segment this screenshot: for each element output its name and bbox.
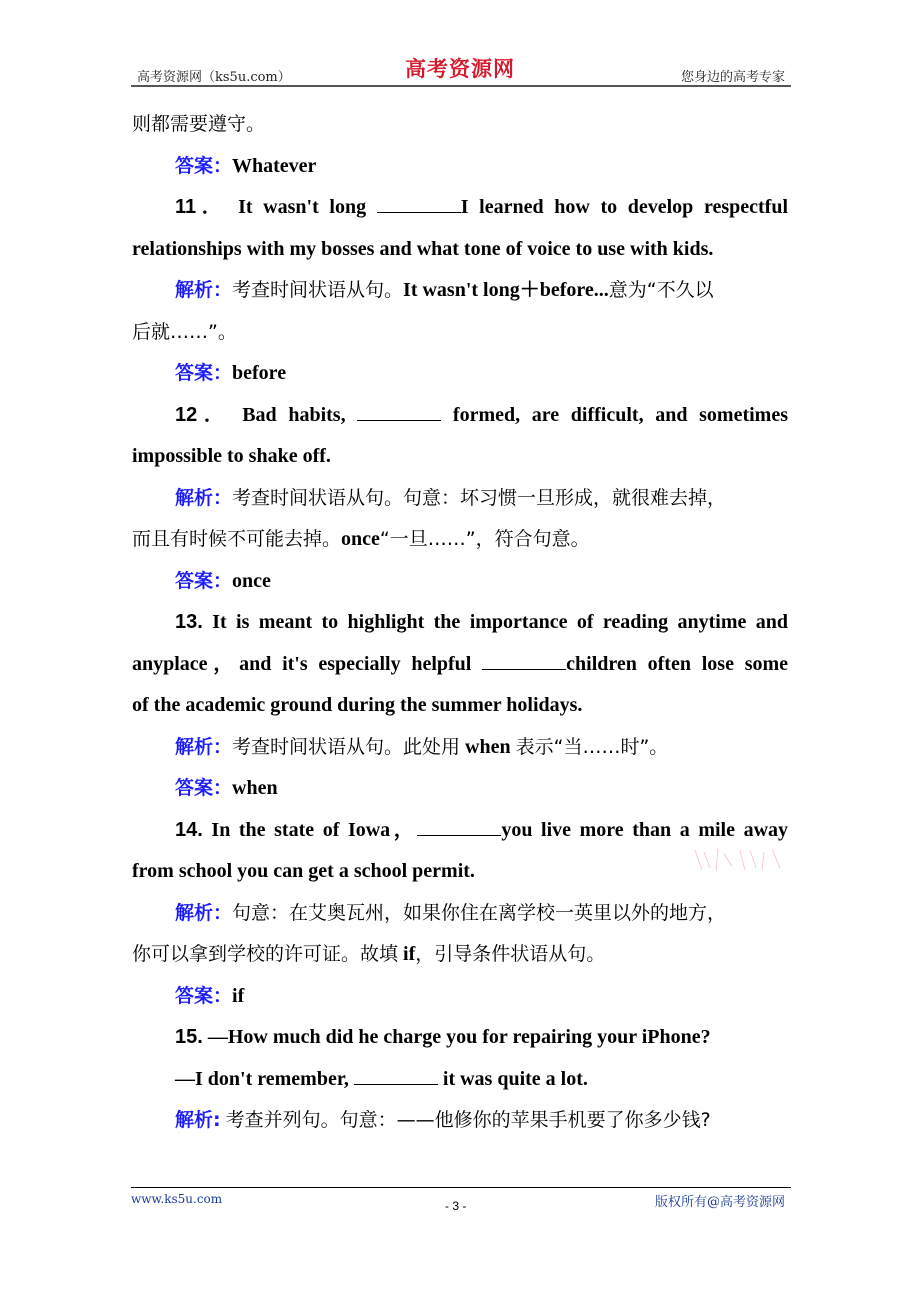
answer-label: 答案： bbox=[175, 984, 233, 1007]
footer-divider bbox=[131, 1187, 791, 1188]
document-body bbox=[132, 104, 788, 1142]
question-11-cont: relationships with my bosses and what tone of voice to use with kids. bbox=[132, 237, 714, 260]
question-12-cont: impossible to shake off. bbox=[132, 445, 331, 467]
analysis-label: 解析： bbox=[175, 279, 233, 301]
question-14-cont: from school you can get a school permit. bbox=[132, 860, 475, 882]
answer-label: 答案： bbox=[175, 362, 233, 384]
analysis-11: 解析：考查时间状语从句。It wasn't long＋before...意为“不久以 bbox=[175, 279, 714, 301]
answer-blank bbox=[417, 817, 501, 836]
question-14: 14. In the state of Iowa， you live more than a mile away bbox=[175, 818, 789, 841]
question-11: 11． It wasn't long I learned how to develop respectful bbox=[175, 196, 789, 218]
answer-14: 答案：if bbox=[175, 984, 245, 1007]
analysis-11-cont: 后就……”。 bbox=[132, 320, 237, 343]
answer-label: 答案： bbox=[175, 569, 233, 592]
footer-copyright: 版权所有@高考资源网 bbox=[654, 1195, 785, 1210]
answer-12: 答案：once bbox=[175, 569, 271, 592]
analysis-15: 解析: 考查并列句。句意：——他修你的苹果手机要了你多少钱? bbox=[175, 1109, 711, 1131]
analysis-label: 解析： bbox=[175, 735, 233, 758]
page-number: - 3 - bbox=[445, 1199, 467, 1213]
answer-line: 答案：Whatever bbox=[175, 154, 317, 177]
question-13-cont2: of the academic ground during the summer holidays. bbox=[132, 694, 583, 716]
answer-blank bbox=[357, 402, 441, 421]
header-logo: 高考资源网 bbox=[405, 56, 515, 81]
answer-blank bbox=[377, 194, 461, 213]
question-12: 12． Bad habits, formed, are difficult, and sometimes bbox=[175, 403, 788, 426]
analysis-label: 解析: bbox=[175, 1109, 221, 1131]
answer-blank bbox=[482, 651, 566, 670]
answer-label: 答案： bbox=[175, 154, 233, 177]
analysis-label: 解析： bbox=[175, 901, 233, 924]
page-header bbox=[131, 50, 791, 88]
analysis-12: 解析：考查时间状语从句。句意：坏习惯一旦形成，就很难去掉， bbox=[175, 486, 727, 509]
analysis-12-cont: 而且有时候不可能去掉。once“一旦……”，符合句意。 bbox=[132, 528, 590, 550]
text-line: 则都需要遵守。 bbox=[132, 113, 266, 135]
analysis-14-cont: 你可以拿到学校的许可证。故填 if，引导条件状语从句。 bbox=[132, 943, 606, 965]
answer-label: 答案： bbox=[175, 777, 233, 799]
analysis-14: 解析：句意：在艾奥瓦州，如果你住在离学校一英里以外的地方， bbox=[175, 901, 727, 924]
question-13-cont: anyplace，and it's especially helpful children often lose some bbox=[132, 652, 789, 675]
question-13: 13. It is meant to highlight the importance of reading anytime and bbox=[175, 611, 789, 633]
answer-13: 答案：when bbox=[175, 777, 278, 799]
question-15-reply: —I don't remember, it was quite a lot. bbox=[175, 1067, 588, 1090]
analysis-label: 解析： bbox=[175, 486, 233, 509]
header-divider bbox=[131, 85, 791, 87]
footer-url-link[interactable]: www.ks5u.com bbox=[131, 1192, 223, 1206]
answer-11: 答案：before bbox=[175, 362, 287, 384]
answer-blank bbox=[354, 1066, 438, 1085]
watermark-icon bbox=[690, 846, 790, 874]
header-slogan: 您身边的高考专家 bbox=[680, 70, 785, 85]
analysis-13: 解析：考查时间状语从句。此处用 when 表示“当……时”。 bbox=[175, 735, 669, 758]
question-15: 15. —How much did he charge you for repairing your iPhone? bbox=[175, 1026, 711, 1048]
header-site-name: 高考资源网（ks5u.com） bbox=[137, 70, 291, 85]
